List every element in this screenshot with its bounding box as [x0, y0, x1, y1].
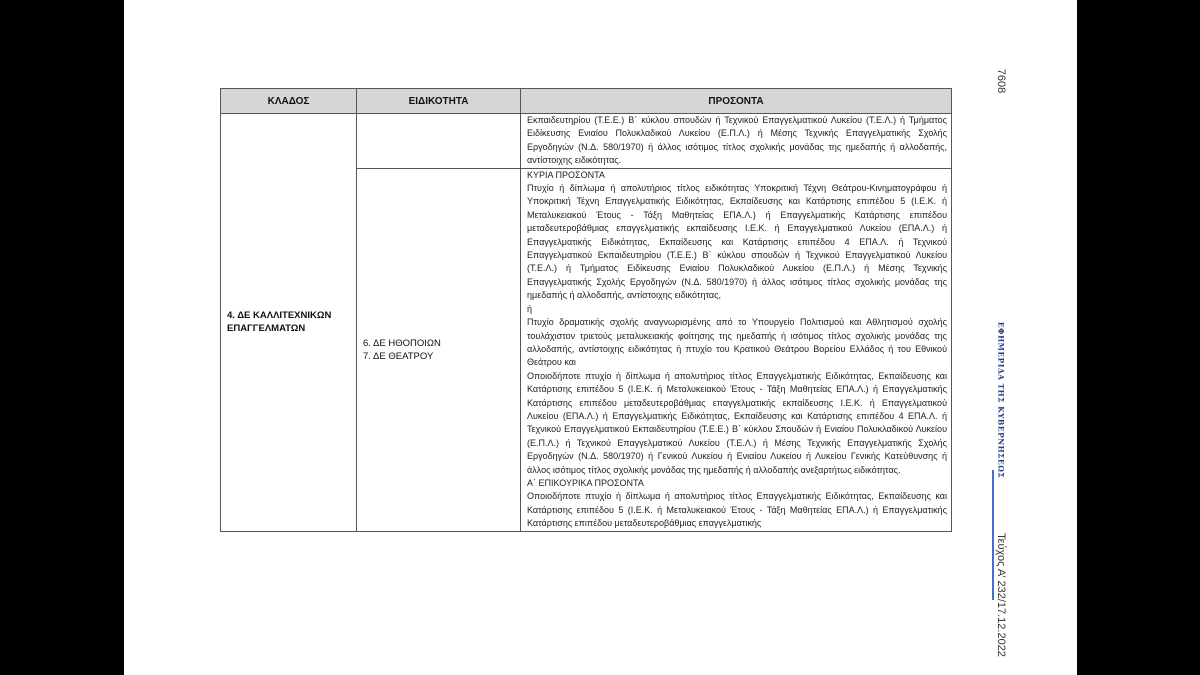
- specialty-item: 7. ΔΕ ΘΕΑΤΡΟΥ: [363, 350, 434, 362]
- or-separator: ή: [527, 303, 533, 314]
- specialty-cell-empty: [357, 114, 521, 169]
- header-specialty: ΕΙΔΙΚΟΤΗΤΑ: [357, 89, 521, 114]
- table-row: [221, 114, 952, 169]
- qualifications-cell: [521, 114, 952, 169]
- auxiliary-qualifications-heading: Α΄ ΕΠΙΚΟΥΡΙΚΑ ΠΡΟΣΟΝΤΑ: [527, 477, 644, 488]
- continued-paragraph: Εκπαιδευτηρίου (Τ.Ε.Ε.) Β΄ κύκλου σπουδών ή Τεχνικού Επαγγελματικού Λυκείου (Τ.Ε.Λ.) ή Τμήματος Ειδίκευσης Ενιαίου Πολυκλαδικού Λυκείου (Ε.Π.Λ.) ή Μέσης Τεχνικής Επαγγελματικής Σχολής Εργοδηγών (Ν.Δ. 580/1970) ή άλλος ισότιμος τίτλος σχολικής μονάδας της ημεδαπής ή αλλοδαπής, αντίστοιχης ειδικότητας.: [527, 115, 947, 166]
- qualifications-text: [521, 114, 951, 168]
- document-page: [124, 0, 1077, 675]
- qualifications-cell: [521, 168, 952, 531]
- issue-label: Τεύχος Α’ 232/17.12.2022: [995, 533, 1007, 657]
- page-number: 7608: [995, 68, 1007, 94]
- specialty-item: 6. ΔΕ ΗΘΟΠΟΙΩΝ: [363, 337, 441, 349]
- specialty-cell: [357, 168, 521, 531]
- qualifications-table: [220, 88, 952, 532]
- qualification-paragraph: Πτυχίο ή δίπλωμα ή απολυτήριος τίτλος ειδικότητας Υποκριτική Τέχνη Θεάτρου-Κινηματογράφου ή Υποκριτική Τέχνη Επαγγελματικής Ειδικότητας, Εκπαίδευσης και Κατάρτισης επιπέδου 5 (Ι.Ε.Κ. ή Μεταλυκειακού Έτους - Τάξη Μαθητείας ΕΠΑ.Λ.) ή Επαγγελματικής Κατάρτισης επιπέδου μεταδευτεροβάθμιας επαγγελματικής εκπαίδευσης Ι.Ε.Κ. ή Επαγγελματικού Λυκείου (ΕΠΑ.Λ.) ή Επαγγελματικής Ειδικότητας, Εκπαίδευσης και Κατάρτισης επιπέδου 4 ΕΠΑ.Λ. ή Τεχνικού Επαγγελματικού Εκπαιδευτηρίου (Τ.Ε.Ε.) Β΄ κύκλου σπουδών ή Τεχνικού Επαγγελματικού Λυκείου (Τ.Ε.Λ.) ή Τμήματος Ειδίκευσης Ενιαίου Πολυκλαδικού Λυκείου (Ε.Π.Λ.) ή Μέσης Τεχνικής Επαγγελματικής Σχολής Εργοδηγών (Ν.Δ. 580/1970) ή άλλος ισότιμος τίτλος σχολικής μονάδας της ημεδαπής ή αλλοδαπής, αντίστοιχης ειδικότητας,: [527, 183, 947, 301]
- qualification-paragraph: Οποιοδήποτε πτυχίο ή δίπλωμα ή απολυτήριος τίτλος Επαγγελματικής Ειδικότητας, Εκπαίδευσης και Κατάρτισης επιπέδου 5 (Ι.Ε.Κ. ή Μεταλυκειακού Έτους - Τάξη Μαθητείας ΕΠΑ.Λ.) ή Επαγγελματικής Κατάρτισης επιπέδου μεταδευτεροβάθμιας επαγγελματικής εκπαίδευσης Ι.Ε.Κ. ή Επαγγελματικού Λυκείου (ΕΠΑ.Λ.) ή Επαγγελματικής Ειδικότητας, Εκπαίδευσης και Κατάρτισης επιπέδου 4 ΕΠΑ.Λ. ή Τεχνικού Επαγγελματικού Εκπαιδευτηρίου (Τ.Ε.Ε.) Β΄ κύκλου Σπουδών ή Ενιαίου Πολυκλαδικού Λυκείου (Ε.Π.Λ.) ή Τεχνικού Επαγγελματικού Λυκείου (Τ.Ε.Λ.) ή Μέσης Τεχνικής Επαγγελματικής Σχολής Εργοδηγών (Ν.Δ. 580/1970) ή Γενικού Λυκείου ή Ενιαίου Λυκείου ή Λυκείου Γενικής Κατεύθυνσης ή άλλος ισότιμος τίτλος σχολικής μονάδας της ημεδαπής ή αλλοδαπής ανεξαρτήτως ειδικότητας.: [527, 370, 947, 475]
- klados-label: 4. ΔΕ ΚΑΛΛΙΤΕΧΝΙΚΩΝ ΕΠΑΓΓΕΛΜΑΤΩΝ: [227, 310, 332, 335]
- qualifications-text: [521, 169, 951, 531]
- qualification-paragraph: Πτυχίο δραματικής σχολής αναγνωρισμένης από το Υπουργείο Πολιτισμού και Αθλητισμού σχολής τουλάχιστον τριετούς μεταλυκειακής φοίτησης της ημεδαπής ή ισότιμος τίτλος σχολικής μονάδας της αλλοδαπής, αντίστοιχης ειδικότητας ή πτυχίο του Κρατικού Θεάτρου Βορείου Ελλάδος ή του Εθνικού Θεάτρου και: [527, 317, 947, 368]
- klados-cell: [221, 114, 357, 532]
- main-qualifications-heading: ΚΥΡΙΑ ΠΡΟΣΟΝΤΑ: [527, 169, 605, 180]
- qualification-paragraph: Οποιοδήποτε πτυχίο ή δίπλωμα ή απολυτήριος τίτλος Επαγγελματικής Ειδικότητας, Εκπαίδευσης και Κατάρτισης επιπέδου 5 (Ι.Ε.Κ. ή Μεταλυκειακού Έτους - Τάξη Μαθητείας ΕΠΑ.Λ.) ή Επαγγελματικής Κατάρτισης επιπέδου μεταδευτεροβάθμιας επαγγελματικής: [527, 491, 947, 529]
- header-qualifications: ΠΡΟΣΟΝΤΑ: [521, 89, 952, 114]
- header-klados: ΚΛΑΔΟΣ: [221, 89, 357, 114]
- journal-name: ΕΦΗΜΕΡΙΔΑ ΤΗΣ ΚΥΒΕΡΝΗΣΕΩΣ: [996, 321, 1006, 479]
- table-header-row: [221, 89, 952, 114]
